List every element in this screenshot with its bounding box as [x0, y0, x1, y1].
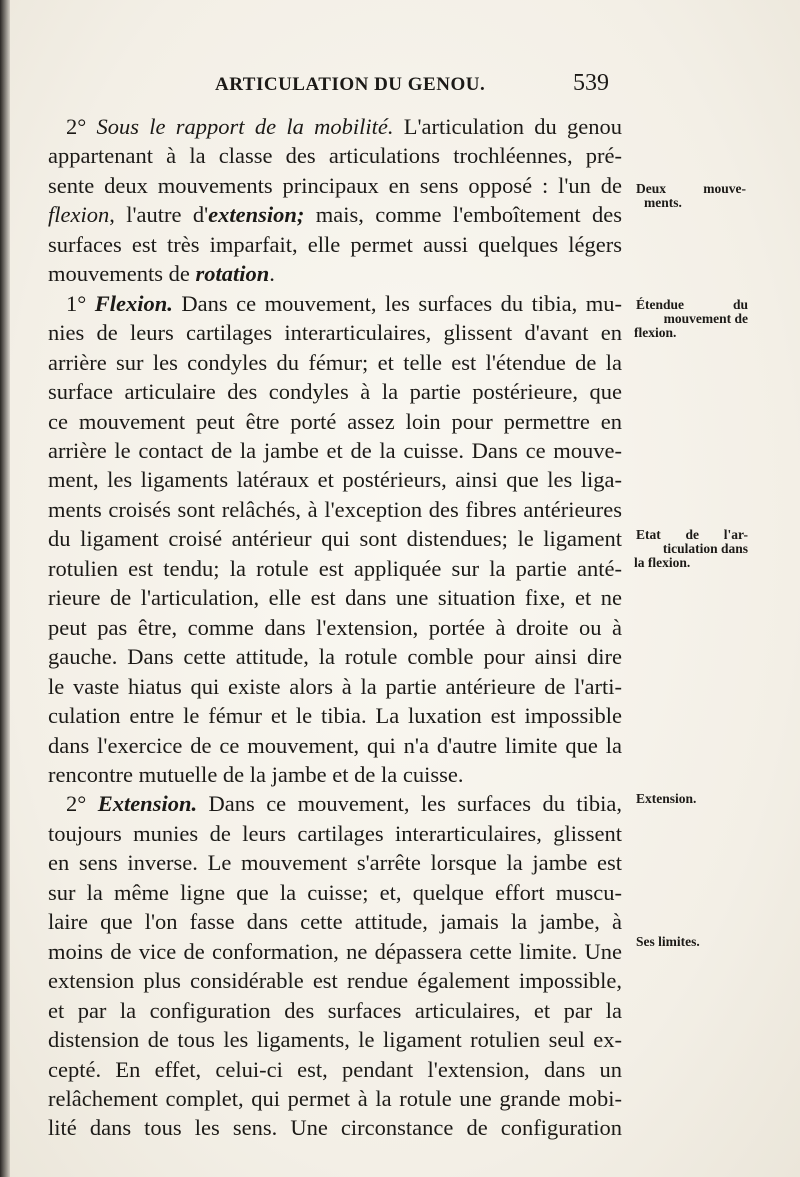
text-line: arrière sur les condyles du fémur; et telle est l'étendue de la — [48, 349, 622, 375]
section-heading: Flexion. — [94, 290, 173, 316]
section-heading: Extension. — [97, 791, 198, 817]
text-line: ments croisés sont relâchés, à l'exception des fibres antérieures — [48, 496, 622, 522]
margin-note-flexion-extent — [636, 298, 748, 340]
emphasis-extension: extension; — [208, 202, 305, 228]
text-line: du ligament croisé antérieur qui sont distendues; le ligament — [48, 526, 622, 552]
text-line: surface articulaire des condyles à la partie postérieure, que — [48, 379, 622, 405]
section-heading: Sous le rapport de la mobilité. — [96, 114, 394, 139]
text-line: ment, les ligaments latéraux et postérieurs, ainsi que les liga- — [48, 467, 622, 493]
text-line — [48, 200, 622, 229]
margin-notes — [624, 0, 800, 1177]
text-line: lité dans tous les sens. Une circonstance de configuration — [48, 1115, 622, 1141]
text-run: mouvements de — [48, 261, 196, 287]
margin-note-line: Extension. — [636, 791, 697, 806]
text-line: rotulien est tendu; la rotule est appliquée sur la partie anté- — [48, 555, 622, 581]
margin-note-line: Étendue du — [636, 297, 748, 312]
text-line — [48, 289, 622, 318]
text-line — [48, 789, 622, 818]
text-run: Dans ce mouvement, les surfaces du tibia, — [197, 791, 622, 817]
margin-note-two-movements — [636, 182, 746, 210]
text-line: nies de leurs cartilages interarticulaires, glissent d'avant en — [48, 320, 622, 346]
text-run: L'articulation du genou — [393, 114, 622, 139]
text-line: sente deux mouvements principaux en sens opposé : l'un de — [48, 172, 622, 198]
text-line — [48, 259, 622, 288]
paragraph-extension — [48, 789, 622, 1142]
text-line: ce mouvement peut être porté assez loin pour permettre en — [48, 408, 622, 434]
margin-note-extension — [636, 792, 752, 806]
text-line: gauche. Dans cette attitude, la rotule comble pour ainsi dire — [48, 644, 622, 670]
text-line: relâchement complet, qui permet à la rotule une grande mobi- — [48, 1085, 622, 1111]
margin-note-line: ments. — [644, 195, 682, 210]
margin-note-line: Etat de l'ar- — [636, 527, 748, 542]
text-line: extension plus considérable est rendue également impossible, — [48, 968, 622, 994]
margin-note-line: mouvement de — [663, 311, 748, 326]
section-number: 2° — [66, 791, 98, 817]
text-line: cepté. En effet, celui-ci est, pendant l'extension, dans un — [48, 1056, 622, 1082]
text-line: dans l'exercice de ce mouvement, qui n'a d'autre limite que la — [48, 732, 622, 758]
margin-note-state-in-flexion — [636, 528, 748, 570]
emphasis-flexion: flexion — [48, 202, 110, 228]
text-run: . — [269, 261, 275, 287]
text-line: le vaste hiatus qui existe alors à la partie antérieure de l'arti- — [48, 673, 622, 699]
text-line — [48, 112, 622, 141]
text-line: moins de vice de conformation, ne dépassera cette limite. Une — [48, 938, 622, 964]
text-line: distension de tous les ligaments, le ligament rotulien seul ex- — [48, 1027, 622, 1053]
margin-note-line: Ses limites. — [636, 934, 700, 949]
margin-note-line: Deux mouve- — [636, 181, 746, 196]
text-line: surfaces est très imparfait, elle permet aussi quelques légers — [48, 231, 622, 257]
running-title: ARTICULATION DU GENOU. — [215, 74, 486, 95]
margin-note-line: flexion. — [634, 325, 677, 340]
text-run: , l'autre d' — [109, 202, 209, 228]
page-binding-shadow — [0, 0, 10, 1177]
text-run: Dans ce mouvement, les surfaces du tibia, mu- — [172, 290, 622, 316]
text-line: culation entre le fémur et le tibia. La luxation est impossible — [48, 703, 622, 729]
text-line: laire que l'on fasse dans cette attitude, jamais la jambe, à — [48, 909, 622, 935]
paragraph-mobility — [48, 112, 622, 289]
text-line: peut pas être, comme dans l'extension, portée à droite ou à — [48, 614, 622, 640]
text-line: arrière le contact de la jambe et de la cuisse. Dans ce mouve- — [48, 437, 622, 463]
page-number: 539 — [573, 70, 609, 96]
text-line: toujours munies de leurs cartilages interarticulaires, glissent — [48, 820, 622, 846]
margin-note-line: ticulation dans — [662, 541, 748, 556]
margin-note-line: la flexion. — [634, 555, 691, 570]
text-line: sur la même ligne que la cuisse; et, quelque effort muscu- — [48, 879, 622, 905]
text-line: appartenant à la classe des articulations trochléennes, pré- — [48, 143, 622, 169]
section-number: 2° — [66, 114, 97, 139]
body-text — [48, 112, 622, 1143]
margin-note-limits — [636, 935, 752, 949]
emphasis-rotation: rotation — [195, 261, 270, 287]
section-number: 1° — [66, 290, 95, 316]
text-line: en sens inverse. Le mouvement s'arrête lorsque la jambe est — [48, 850, 622, 876]
text-line: rencontre mutuelle de la jambe et de la cuisse. — [48, 761, 464, 787]
text-line: et par la configuration des surfaces articulaires, et par la — [48, 997, 622, 1023]
text-run: mais, comme l'emboîtement des — [304, 202, 623, 228]
paragraph-flexion — [48, 289, 622, 790]
text-line: rieure de l'articulation, elle est dans une situation fixe, et ne — [48, 585, 622, 611]
